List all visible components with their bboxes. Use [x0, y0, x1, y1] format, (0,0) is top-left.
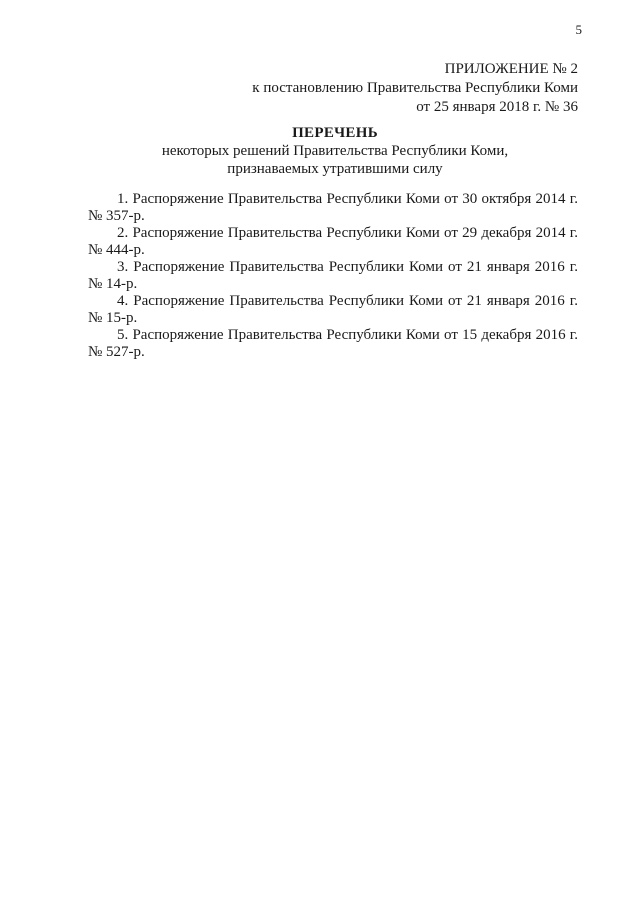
list-item-text: 1. Распоряжение Правительства Республики Коми от 30 октября 2014 г.: [117, 191, 578, 207]
appendix-title: ПРИЛОЖЕНИЕ № 2: [444, 61, 578, 77]
document-subtitle-line2: признаваемых утратившими силу: [227, 161, 443, 177]
document-title: ПЕРЕЧЕНЬ: [292, 125, 378, 141]
list-item-number: № 444-р.: [88, 242, 145, 258]
page-number: 5: [575, 22, 582, 37]
decisions-list: [88, 191, 578, 361]
list-item-number: № 15-р.: [88, 310, 138, 326]
list-item: [88, 225, 578, 259]
list-item: [88, 259, 578, 293]
document-heading: [0, 124, 640, 178]
list-item: [88, 293, 578, 327]
list-item-text: 5. Распоряжение Правительства Республики Коми от 15 декабря 2016 г.: [117, 327, 578, 343]
appendix-reference: к постановлению Правительства Республики Коми: [252, 80, 578, 96]
document-subtitle-line1: некоторых решений Правительства Республики Коми,: [161, 143, 509, 159]
list-item-text: 4. Распоряжение Правительства Республики Коми от 21 января 2016 г.: [117, 293, 578, 309]
list-item-number: № 527-р.: [88, 344, 145, 360]
list-item-text: 2. Распоряжение Правительства Республики Коми от 29 декабря 2014 г.: [117, 225, 578, 241]
list-item-number: № 357-р.: [88, 208, 145, 224]
list-item: [88, 191, 578, 225]
list-item: [88, 327, 578, 361]
appendix-date: от 25 января 2018 г. № 36: [416, 99, 578, 115]
appendix-header: [252, 60, 578, 117]
list-item-text: 3. Распоряжение Правительства Республики Коми от 21 января 2016 г.: [117, 259, 578, 275]
list-item-number: № 14-р.: [88, 276, 138, 292]
